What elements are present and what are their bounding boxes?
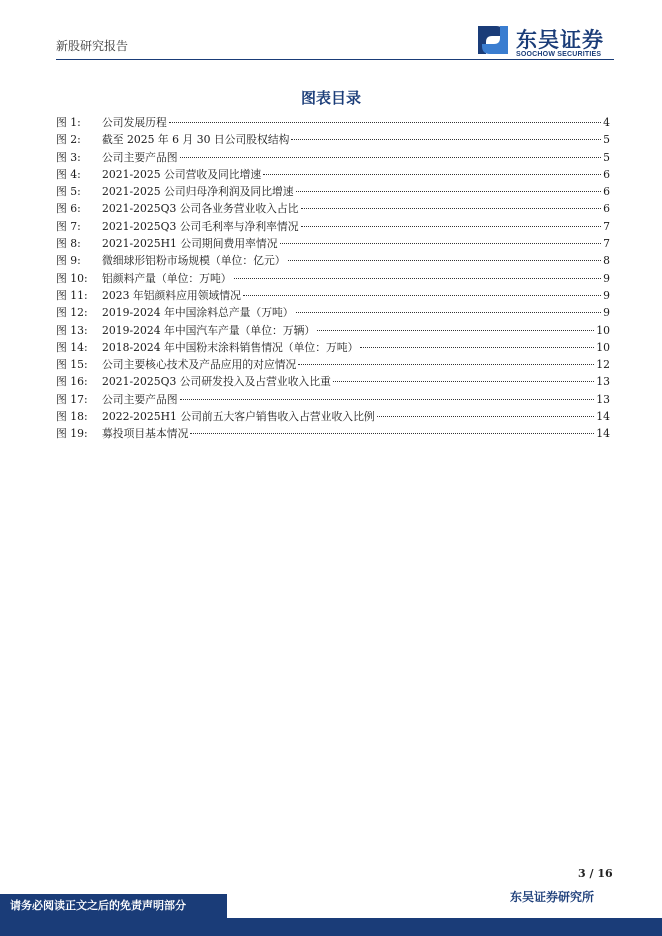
toc-page-number: 6 [603,185,610,199]
toc-dot-leader [234,278,602,279]
firm-name: 东吴证券研究所 [510,890,595,904]
toc-figure-number: 图 5: [56,185,81,199]
brand-name-en: SOOCHOW SECURITIES [516,51,602,58]
toc-dot-leader [333,381,594,382]
toc-entry[interactable] [56,252,610,269]
header-divider [56,59,614,60]
toc-page-number: 9 [603,288,610,302]
toc-entry[interactable] [56,408,610,425]
toc-figure-number: 图 10: [56,271,88,285]
toc-page-number: 4 [603,116,610,129]
disclaimer-banner: 请务必阅读正文之后的免责声明部分 [0,894,227,918]
toc-page-number: 10 [596,323,610,337]
soochow-logo-icon [474,22,512,58]
toc-page-number: 7 [603,237,610,251]
toc-figure-title: 2022-2025H1 公司前五大客户销售收入占营业收入比例 [102,410,375,424]
toc-entry[interactable] [56,373,610,390]
toc-entry[interactable] [56,322,610,339]
toc-figure-title: 2021-2025Q3 公司毛利率与净利率情况 [102,219,299,233]
toc-entry[interactable] [56,114,610,131]
toc-figure-title: 2021-2025 公司营收及同比增速 [102,167,262,181]
toc-figure-title: 2021-2025 公司归母净利润及同比增速 [102,185,294,199]
toc-entry[interactable] [56,200,610,217]
toc-entry[interactable] [56,149,610,166]
toc-page-number: 13 [596,392,610,406]
toc-figure-title: 2019-2024 年中国涂料总产量（万吨） [102,306,294,320]
toc-dot-leader [180,157,602,158]
toc-figure-number: 图 3: [56,150,81,164]
toc-figure-number: 图 8: [56,237,81,251]
toc-entry[interactable] [56,339,610,356]
toc-page-number: 5 [603,150,610,164]
toc-entry[interactable] [56,218,610,235]
toc-dot-leader [296,191,602,192]
toc-figure-number: 图 12: [56,306,88,320]
toc-figure-number: 图 15: [56,358,88,372]
toc-page-number: 9 [603,306,610,320]
figure-toc-list [56,114,610,443]
toc-figure-title: 公司主要产品图 [102,392,178,406]
toc-figure-title: 2023 年铝颜料应用领域情况 [102,288,241,302]
toc-figure-number: 图 16: [56,375,88,389]
toc-dot-leader [288,260,602,261]
toc-page-number: 6 [603,167,610,181]
toc-dot-leader [301,208,602,209]
toc-dot-leader [190,433,594,434]
toc-page-number: 6 [603,202,610,216]
toc-title: 图表目录 [300,89,361,107]
toc-dot-leader [291,139,601,140]
toc-figure-title: 截至 2025 年 6 月 30 日公司股权结构 [102,133,290,147]
toc-page-number: 10 [596,340,610,354]
toc-figure-number: 图 6: [56,202,81,216]
toc-dot-leader [169,122,601,123]
toc-entry[interactable] [56,131,610,148]
toc-page-number: 14 [596,410,610,424]
toc-entry[interactable] [56,235,610,252]
toc-entry[interactable] [56,304,610,321]
toc-page-number: 9 [603,271,610,285]
toc-dot-leader [301,226,602,227]
toc-entry[interactable] [56,425,610,442]
toc-dot-leader [243,295,601,296]
toc-figure-number: 图 14: [56,340,88,354]
footer-bar [0,918,662,936]
toc-entry[interactable] [56,356,610,373]
toc-figure-number: 图 2: [56,133,81,147]
toc-dot-leader [377,416,595,417]
toc-figure-number: 图 11: [56,288,88,302]
toc-page-number: 7 [603,219,610,233]
brand-logo [474,22,614,62]
toc-page-number: 8 [603,254,610,268]
toc-figure-number: 图 17: [56,392,88,406]
toc-figure-number: 图 19: [56,427,88,441]
toc-figure-title: 公司发展历程 [102,116,167,129]
toc-entry[interactable] [56,287,610,304]
toc-dot-leader [296,312,602,313]
toc-figure-number: 图 18: [56,410,88,424]
toc-figure-number: 图 13: [56,323,88,337]
toc-figure-title: 微细球形铝粉市场规模（单位：亿元） [102,254,286,268]
toc-figure-title: 2021-2025H1 公司期间费用率情况 [102,237,278,251]
toc-page-number: 14 [596,427,610,441]
toc-figure-number: 图 7: [56,219,81,233]
toc-dot-leader [263,174,601,175]
page-number: 3 / 16 [578,867,613,880]
toc-figure-title: 公司主要产品图 [102,150,178,164]
brand-name-cn: 东吴证券 [516,28,604,52]
toc-figure-title: 2019-2024 年中国汽车产量（单位：万辆） [102,323,316,337]
toc-figure-title: 公司主要核心技术及产品应用的对应情况 [102,358,297,372]
toc-entry[interactable] [56,183,610,200]
toc-figure-title: 2021-2025Q3 公司研发投入及占营业收入比重 [102,375,331,389]
report-type-label: 新股研究报告 [56,39,129,53]
toc-dot-leader [360,347,594,348]
toc-figure-title: 2018-2024 年中国粉末涂料销售情况（单位：万吨） [102,340,359,354]
toc-figure-title: 2021-2025Q3 公司各业务营业收入占比 [102,202,299,216]
toc-page-number: 5 [603,133,610,147]
toc-page-number: 12 [596,358,610,372]
toc-figure-number: 图 9: [56,254,81,268]
toc-page-number: 13 [596,375,610,389]
toc-figure-number: 图 1: [56,116,81,129]
toc-dot-leader [280,243,602,244]
toc-dot-leader [298,364,594,365]
toc-figure-number: 图 4: [56,167,81,181]
toc-entry[interactable] [56,270,610,287]
toc-figure-title: 铝颜料产量（单位：万吨） [102,271,232,285]
toc-entry[interactable] [56,166,610,183]
toc-figure-title: 募投项目基本情况 [102,427,189,441]
toc-dot-leader [317,330,594,331]
toc-entry[interactable] [56,391,610,408]
toc-dot-leader [180,399,595,400]
